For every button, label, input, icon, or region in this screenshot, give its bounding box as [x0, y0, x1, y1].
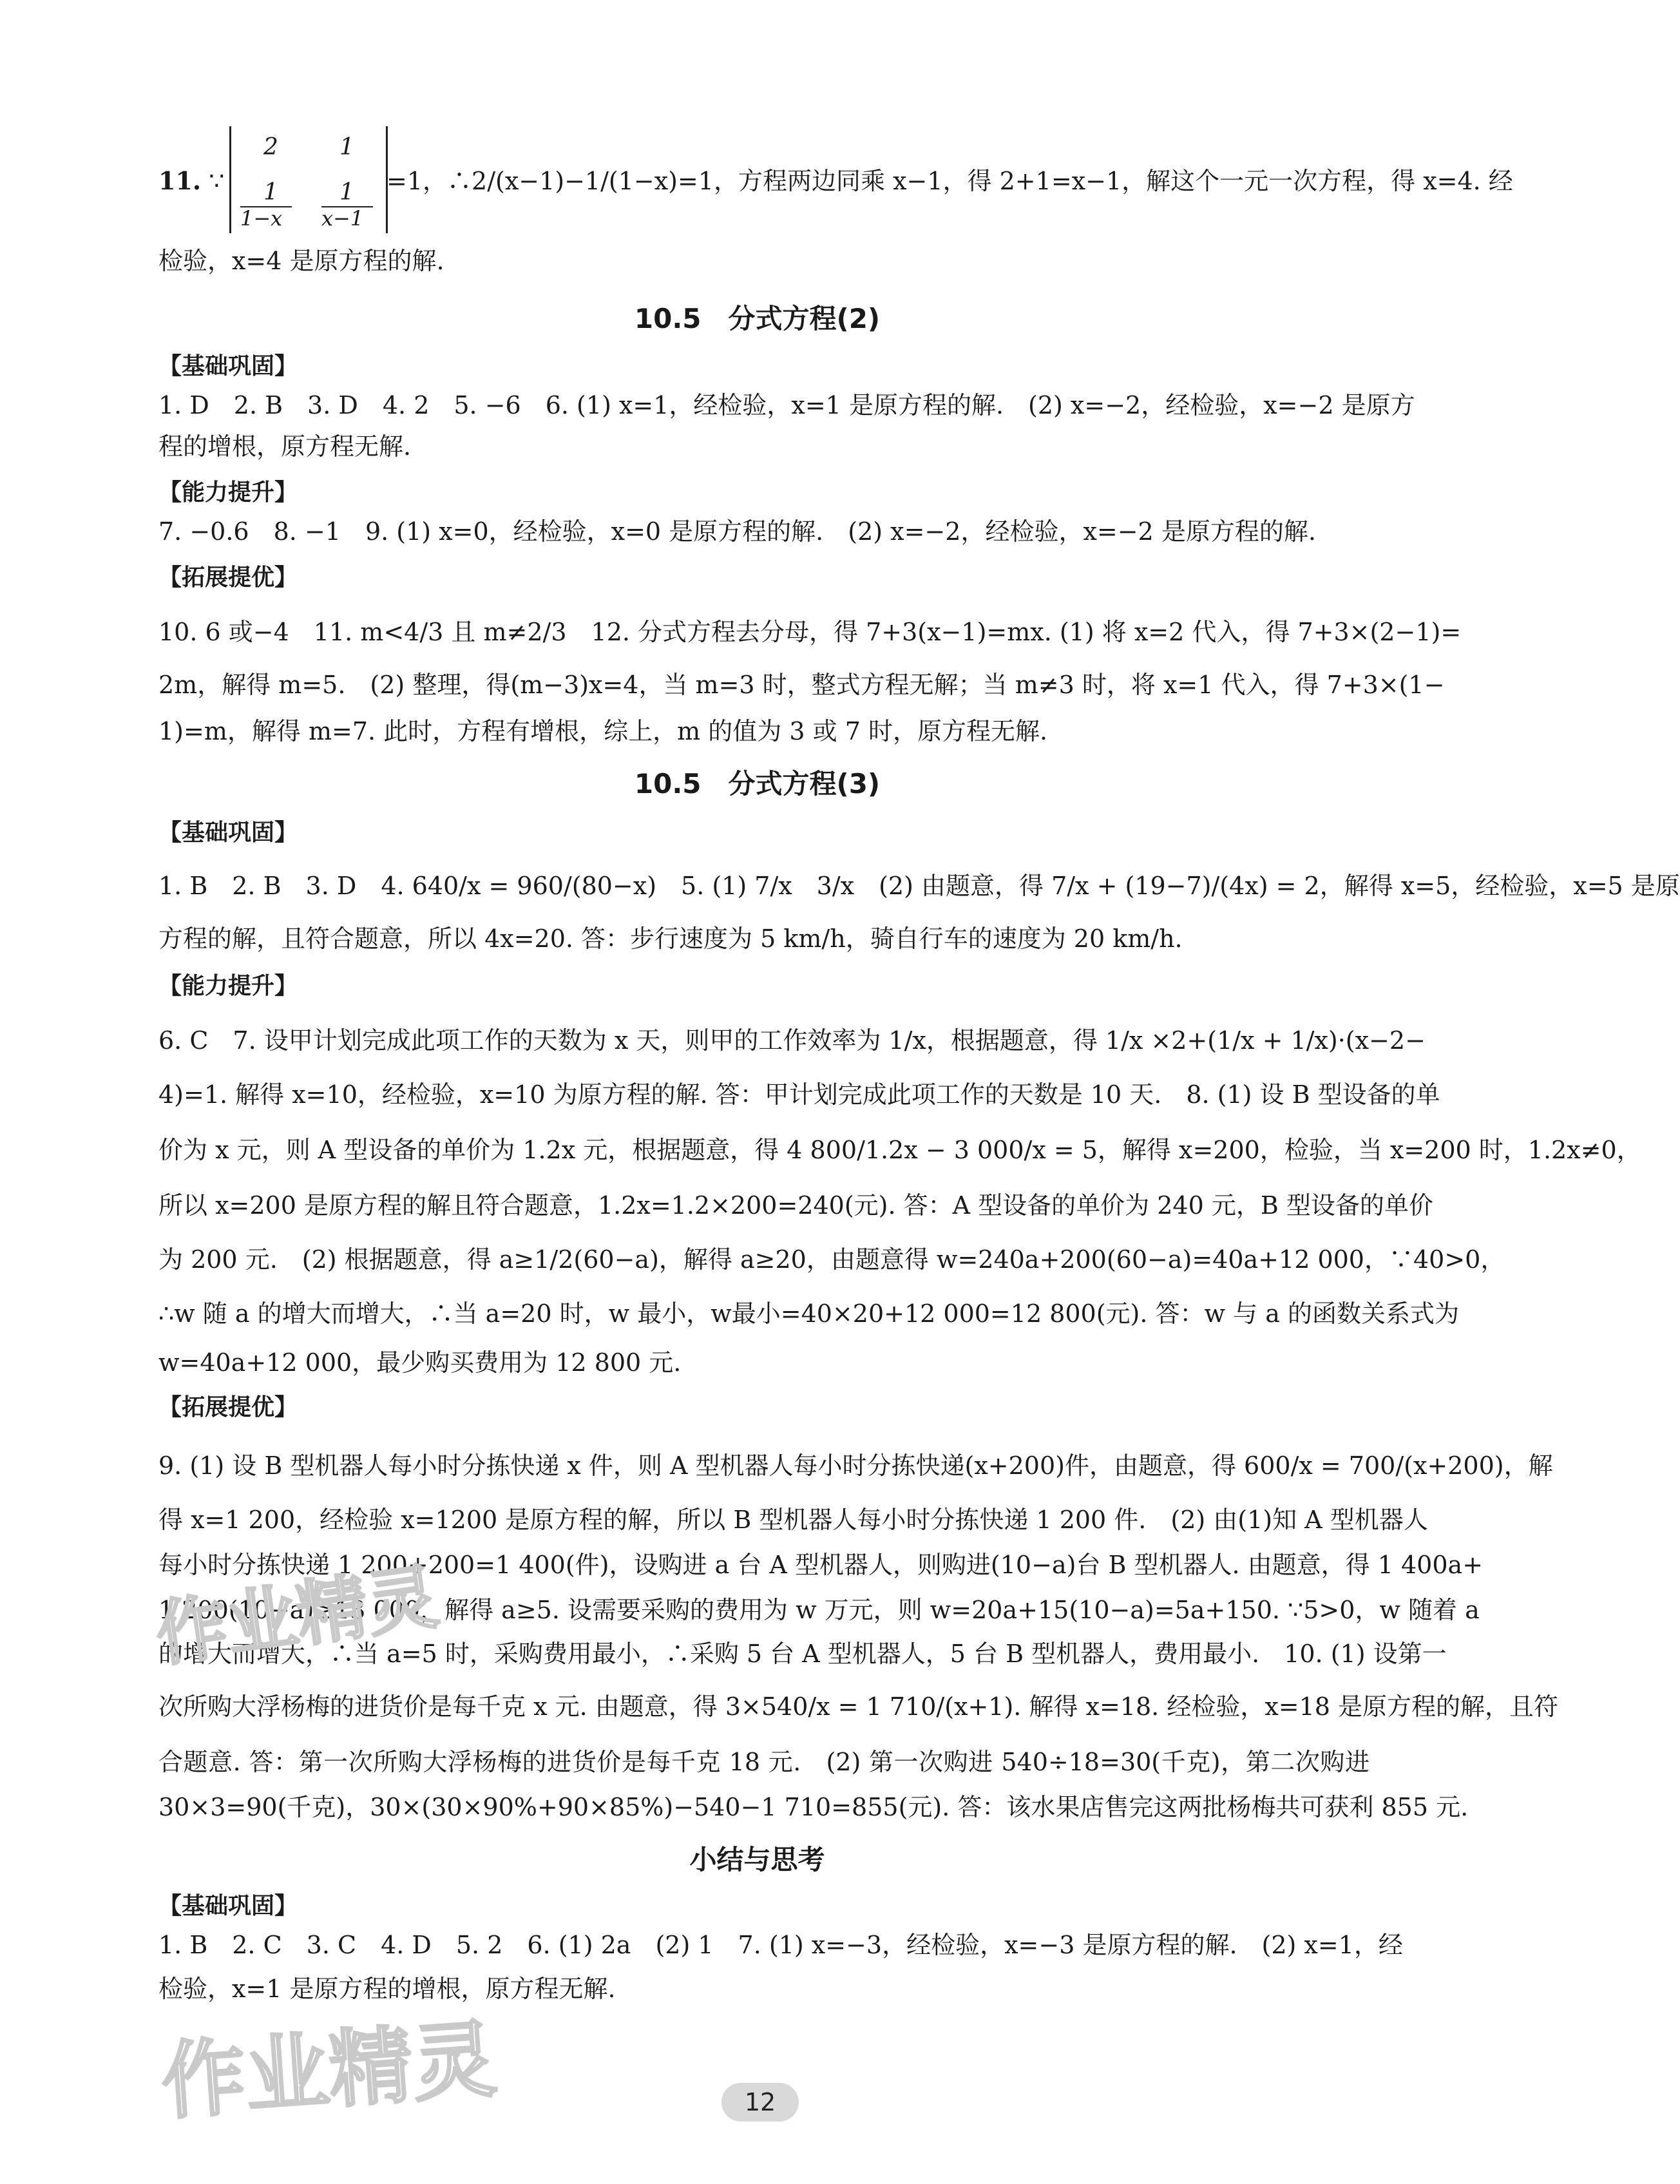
- s2-extend-line: 10. 6 或−4 11. m<4/3 且 m≠2/3 12. 分式方程去分母，得 7+3(x−1)=mx. (1) 将 x=2 代入，得 7+3×(2−1)=: [158, 618, 1462, 646]
- s4-basic-line: 1. B 2. C 3. C 4. D 5. 2 6. (1) 2a (2) 1 7. (1) x=−3，经检验，x=−3 是原方程的解. (2) x=1，经: [158, 1931, 1403, 1959]
- s3-extend-line: 1 200(10−a)≥13 000，解得 a≥5. 设需要采购的费用为 w 万元，则 w=20a+15(10−a)=5a+150. ∵5>0，w 随着 a: [158, 1596, 1480, 1624]
- q11-number: 11. ∵: [158, 166, 225, 195]
- s3-extend-line: 的增大而增大，∴当 a=5 时，采购费用最小，∴采购 5 台 A 型机器人，5 台 B 型机器人，费用最小. 10. (1) 设第一: [158, 1640, 1447, 1668]
- label-ability: 【能力提升】: [158, 973, 298, 999]
- s4-basic-line: 检验，x=1 是原方程的增根，原方程无解.: [158, 1975, 616, 2003]
- s3-extend-line: 得 x=1 200，经检验 x=1200 是原方程的解，所以 B 型机器人每小时分拣快递 1 200 件. (2) 由(1)知 A 型机器人: [158, 1506, 1428, 1534]
- s3-ability-line: 所以 x=200 是原方程的解且符合题意，1.2x=1.2×200=240(元). 答：A 型设备的单价为 240 元，B 型设备的单价: [158, 1191, 1433, 1220]
- watermark: 作业精灵: [158, 2010, 500, 2131]
- s2-extend-line: 2m，解得 m=5. (2) 整理，得(m−3)x=4，当 m=3 时，整式方程无解；当 m≠3 时，将 x=1 代入，得 7+3×(1−: [158, 671, 1445, 699]
- section-title-2: 10.5 分式方程(2): [634, 303, 881, 334]
- s3-ability-line: 4)=1. 解得 x=10，经检验，x=10 为原方程的解. 答：甲计划完成此项工作的天数是 10 天. 8. (1) 设 B 型设备的单: [158, 1080, 1440, 1109]
- s2-basic-line: 1. D 2. B 3. D 4. 2 5. −6 6. (1) x=1，经检验，x=1 是原方程的解. (2) x=−2，经检验，x=−2 是原方: [158, 391, 1415, 419]
- section-title-4: 小结与思考: [689, 1844, 825, 1875]
- s3-extend-line: 每小时分拣快递 1 200+200=1 400(件)，设购进 a 台 A 型机器人，则购进(10−a)台 B 型机器人. 由题意，得 1 400a+: [158, 1551, 1484, 1579]
- s3-extend-line: 9. (1) 设 B 型机器人每小时分拣快递 x 件，则 A 型机器人每小时分拣快递(x+200)件，由题意，得 600/x = 700/(x+200)，解: [158, 1451, 1553, 1480]
- page-number: 12: [721, 2083, 799, 2122]
- s2-ability-line: 7. −0.6 8. −1 9. (1) x=0，经检验，x=0 是原方程的解. (2) x=−2，经检验，x=−2 是原方程的解.: [158, 517, 1316, 546]
- watermark: 作业精灵: [151, 1555, 444, 1676]
- label-basic: 【基础巩固】: [158, 819, 298, 846]
- determinant: 2 1 1 1−x 1 x−1: [229, 126, 388, 233]
- s3-ability-line: w=40a+12 000，最少购买费用为 12 800 元.: [158, 1348, 682, 1377]
- s3-ability-line: 6. C 7. 设甲计划完成此项工作的天数为 x 天，则甲的工作效率为 1/x，根据题意，得 1/x ×2+(1/x + 1/x)·(x−2−: [158, 1026, 1426, 1055]
- section-title-3: 10.5 分式方程(3): [634, 768, 881, 800]
- label-basic: 【基础巩固】: [158, 353, 298, 379]
- label-extend: 【拓展提优】: [158, 1394, 298, 1421]
- label-ability: 【能力提升】: [158, 479, 298, 506]
- s3-ability-line: 为 200 元. (2) 根据题意，得 a≥1/2(60−a)，解得 a≥20，由题意得 w=240a+200(60−a)=40a+12 000，∵40>0，: [158, 1245, 1505, 1274]
- s2-extend-line: 1)=m，解得 m=7. 此时，方程有增根，综上，m 的值为 3 或 7 时，原方程无解.: [158, 717, 1048, 745]
- s2-basic-line: 程的增根，原方程无解.: [158, 432, 412, 461]
- label-basic: 【基础巩固】: [158, 1893, 298, 1919]
- s3-extend-line: 30×3=90(千克)，30×(30×90%+90×85%)−540−1 710=855(元). 答：该水果店售完这两批杨梅共可获利 855 元.: [158, 1793, 1469, 1821]
- s3-ability-line: ∴w 随 a 的增大而增大，∴当 a=20 时，w 最小，w最小=40×20+12 000=12 800(元). 答：w 与 a 的函数关系式为: [158, 1299, 1459, 1328]
- q11-text2: 检验，x=4 是原方程的解.: [158, 247, 444, 275]
- label-extend: 【拓展提优】: [158, 564, 298, 591]
- s3-basic-line: 方程的解，且符合题意，所以 4x=20. 答：步行速度为 5 km/h，骑自行车的速度为 20 km/h.: [158, 924, 1183, 953]
- s3-basic-line: 1. B 2. B 3. D 4. 640/x = 960/(80−x) 5. (1) 7/x 3/x (2) 由题意，得 7/x + (19−7)/(4x) = 2，解得 x=5，经检验，x=5 是原: [158, 872, 1680, 900]
- q11-text: =1，∴2/(x−1)−1/(1−x)=1，方程两边同乘 x−1，得 2+1=x−1，解这个一元一次方程，得 x=4. 经: [387, 167, 1513, 195]
- s3-ability-line: 价为 x 元，则 A 型设备的单价为 1.2x 元，根据题意，得 4 800/1.2x − 3 000/x = 5，解得 x=200，检验，当 x=200 时，1.2x≠0，: [158, 1136, 1641, 1164]
- s3-extend-line: 次所购大浮杨梅的进货价是每千克 x 元. 由题意，得 3×540/x = 1 710/(x+1). 解得 x=18. 经检验，x=18 是原方程的解，且符: [158, 1692, 1559, 1721]
- s3-extend-line: 合题意. 答：第一次所购大浮杨梅的进货价是每千克 18 元. (2) 第一次购进 540÷18=30(千克)，第二次购进: [158, 1748, 1370, 1776]
